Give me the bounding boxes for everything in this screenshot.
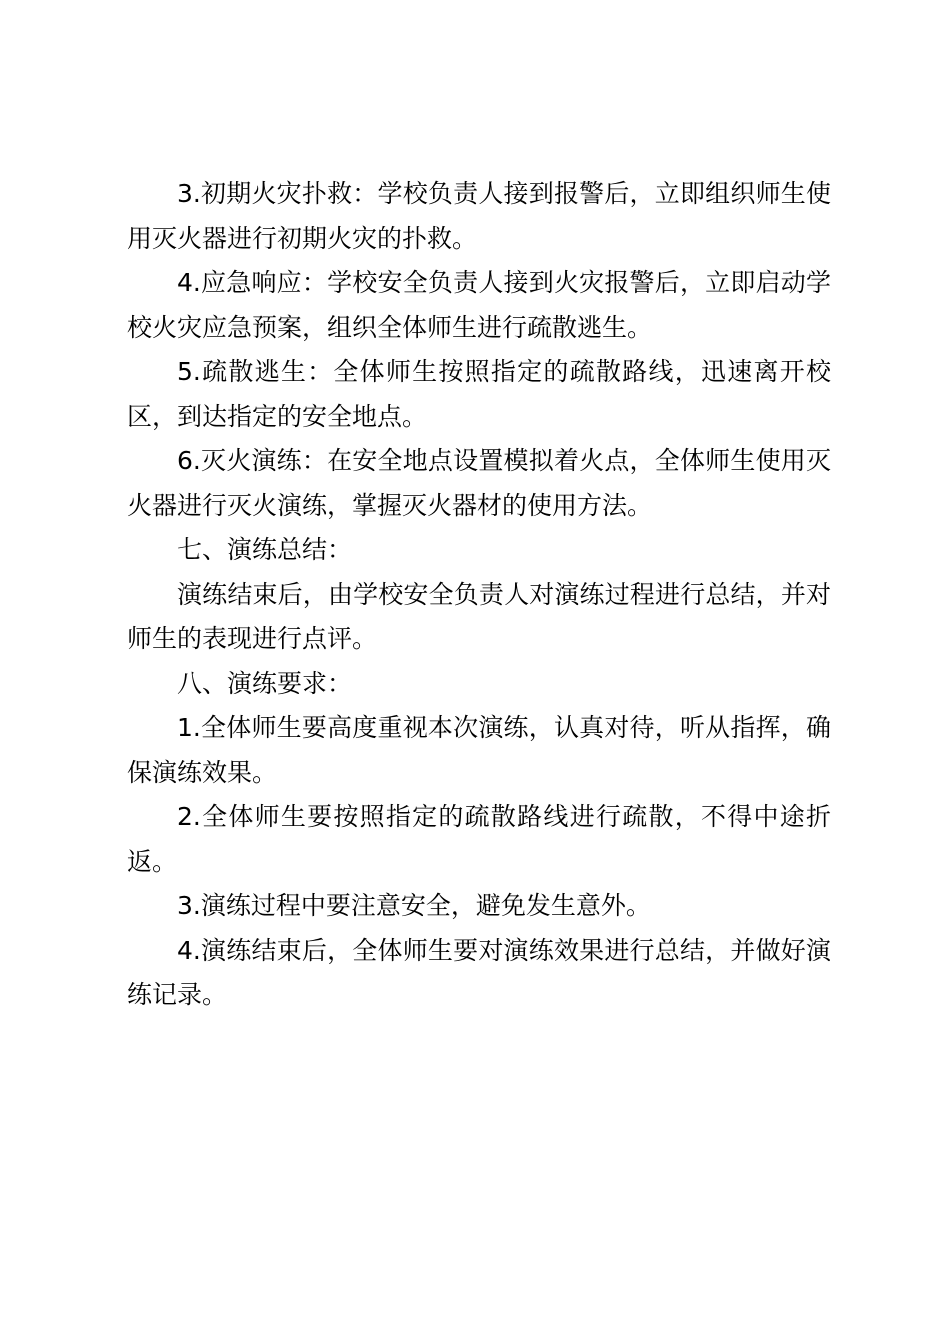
document-body bbox=[127, 172, 831, 1018]
section-heading-drill-summary: 七、演练总结： bbox=[177, 535, 353, 564]
paragraph-requirement-1: 1.全体师生要高度重视本次演练，认真对待，听从指挥，确保演练效果。 bbox=[127, 713, 831, 787]
paragraph-emergency-response: 4.应急响应：学校安全负责人接到火灾报警后，立即启动学校火灾应急预案，组织全体师生进行疏散逃生。 bbox=[127, 268, 831, 342]
paragraph-requirement-3: 3.演练过程中要注意安全，避免发生意外。 bbox=[177, 891, 651, 920]
paragraph-initial-fire-fighting: 3.初期火灾扑救：学校负责人接到报警后，立即组织师生使用灭火器进行初期火灾的扑救。 bbox=[127, 179, 831, 253]
paragraph-fire-drill: 6.灭火演练：在安全地点设置模拟着火点，全体师生使用灭火器进行灭火演练，掌握灭火器材的使用方法。 bbox=[127, 446, 831, 520]
section-heading-drill-requirements: 八、演练要求： bbox=[177, 668, 353, 698]
paragraph-requirement-4: 4.演练结束后，全体师生要对演练效果进行总结，并做好演练记录。 bbox=[127, 935, 831, 1009]
paragraph-requirement-2: 2.全体师生要按照指定的疏散路线进行疏散，不得中途折返。 bbox=[127, 802, 831, 876]
paragraph-evacuation: 5.疏散逃生：全体师生按照指定的疏散路线，迅速离开校区，到达指定的安全地点。 bbox=[127, 357, 831, 431]
paragraph-drill-summary: 演练结束后，由学校安全负责人对演练过程进行总结，并对师生的表现进行点评。 bbox=[127, 579, 831, 653]
